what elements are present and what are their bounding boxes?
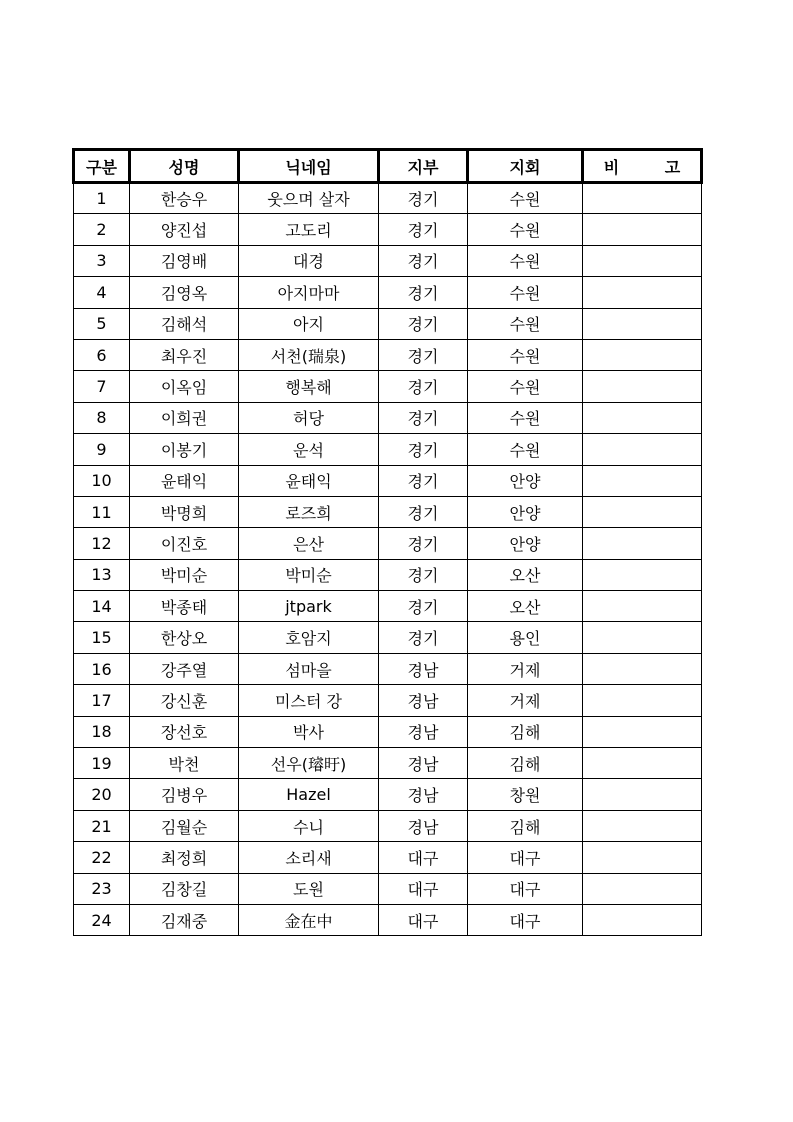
cell-no: 22 [74, 842, 130, 873]
cell-name: 한승우 [130, 183, 239, 214]
cell-note [583, 748, 702, 779]
cell-nickname: 윤태익 [239, 465, 379, 496]
cell-chapter: 김해 [468, 716, 583, 747]
cell-no: 12 [74, 528, 130, 559]
cell-note [583, 528, 702, 559]
cell-no: 20 [74, 779, 130, 810]
cell-name: 김창길 [130, 873, 239, 904]
table-row [74, 371, 702, 402]
cell-nickname: 아지마마 [239, 277, 379, 308]
cell-note [583, 245, 702, 276]
cell-nickname: 도원 [239, 873, 379, 904]
cell-chapter: 수원 [468, 183, 583, 214]
cell-name: 이진호 [130, 528, 239, 559]
cell-note [583, 653, 702, 684]
cell-nickname: jtpark [239, 591, 379, 622]
cell-nickname: 허당 [239, 402, 379, 433]
cell-nickname: 섬마을 [239, 653, 379, 684]
cell-name: 장선호 [130, 716, 239, 747]
cell-chapter: 수원 [468, 434, 583, 465]
table-row [74, 308, 702, 339]
table-header [74, 150, 702, 183]
header-no: 구분 [74, 150, 130, 183]
cell-branch: 경기 [379, 245, 468, 276]
cell-no: 5 [74, 308, 130, 339]
cell-chapter: 김해 [468, 748, 583, 779]
cell-name: 김해석 [130, 308, 239, 339]
table-row [74, 685, 702, 716]
cell-branch: 경기 [379, 402, 468, 433]
table-row [74, 496, 702, 527]
header-name: 성명 [130, 150, 239, 183]
cell-name: 김월순 [130, 810, 239, 841]
cell-branch: 경기 [379, 559, 468, 590]
cell-branch: 경기 [379, 308, 468, 339]
table-row [74, 559, 702, 590]
cell-note [583, 559, 702, 590]
cell-no: 21 [74, 810, 130, 841]
cell-nickname: 은산 [239, 528, 379, 559]
cell-chapter: 거제 [468, 653, 583, 684]
cell-branch: 경남 [379, 779, 468, 810]
cell-note [583, 339, 702, 370]
cell-chapter: 수원 [468, 277, 583, 308]
cell-note [583, 183, 702, 214]
table-row [74, 779, 702, 810]
cell-branch: 대구 [379, 904, 468, 935]
cell-name: 최정희 [130, 842, 239, 873]
cell-chapter: 창원 [468, 779, 583, 810]
cell-branch: 대구 [379, 842, 468, 873]
cell-no: 13 [74, 559, 130, 590]
cell-no: 17 [74, 685, 130, 716]
table-row [74, 465, 702, 496]
cell-note [583, 434, 702, 465]
cell-note [583, 591, 702, 622]
cell-branch: 경기 [379, 214, 468, 245]
cell-branch: 경기 [379, 277, 468, 308]
cell-chapter: 오산 [468, 559, 583, 590]
member-roster-table [72, 148, 703, 936]
cell-chapter: 수원 [468, 245, 583, 276]
cell-no: 4 [74, 277, 130, 308]
cell-name: 한상오 [130, 622, 239, 653]
table-row [74, 339, 702, 370]
cell-no: 3 [74, 245, 130, 276]
cell-name: 박천 [130, 748, 239, 779]
cell-no: 11 [74, 496, 130, 527]
cell-nickname: 미스터 강 [239, 685, 379, 716]
cell-chapter: 오산 [468, 591, 583, 622]
cell-chapter: 수원 [468, 402, 583, 433]
cell-nickname: 행복해 [239, 371, 379, 402]
table-body [74, 183, 702, 936]
cell-no: 16 [74, 653, 130, 684]
cell-branch: 대구 [379, 873, 468, 904]
cell-no: 2 [74, 214, 130, 245]
cell-branch: 경남 [379, 685, 468, 716]
table-row [74, 810, 702, 841]
cell-nickname: 박사 [239, 716, 379, 747]
cell-nickname: 호암지 [239, 622, 379, 653]
cell-name: 이옥임 [130, 371, 239, 402]
cell-branch: 경기 [379, 496, 468, 527]
cell-note [583, 465, 702, 496]
cell-note [583, 716, 702, 747]
cell-note [583, 810, 702, 841]
cell-branch: 경남 [379, 810, 468, 841]
cell-name: 윤태익 [130, 465, 239, 496]
cell-nickname: Hazel [239, 779, 379, 810]
cell-note [583, 402, 702, 433]
table-row [74, 245, 702, 276]
cell-name: 이희권 [130, 402, 239, 433]
table-row [74, 528, 702, 559]
cell-nickname: 웃으며 살자 [239, 183, 379, 214]
cell-branch: 경기 [379, 339, 468, 370]
table-row [74, 434, 702, 465]
table-row [74, 873, 702, 904]
cell-no: 9 [74, 434, 130, 465]
cell-no: 14 [74, 591, 130, 622]
cell-chapter: 안양 [468, 496, 583, 527]
cell-chapter: 안양 [468, 528, 583, 559]
cell-nickname: 선우(璿旴) [239, 748, 379, 779]
table-row [74, 622, 702, 653]
cell-no: 15 [74, 622, 130, 653]
cell-name: 양진섭 [130, 214, 239, 245]
cell-chapter: 수원 [468, 371, 583, 402]
cell-branch: 경기 [379, 528, 468, 559]
cell-chapter: 수원 [468, 339, 583, 370]
cell-chapter: 용인 [468, 622, 583, 653]
cell-nickname: 소리새 [239, 842, 379, 873]
table-row [74, 214, 702, 245]
cell-chapter: 수원 [468, 214, 583, 245]
cell-chapter: 김해 [468, 810, 583, 841]
cell-chapter: 대구 [468, 904, 583, 935]
table-row [74, 183, 702, 214]
cell-branch: 경남 [379, 748, 468, 779]
cell-note [583, 873, 702, 904]
cell-name: 김영옥 [130, 277, 239, 308]
cell-no: 19 [74, 748, 130, 779]
cell-name: 박명희 [130, 496, 239, 527]
cell-nickname: 대경 [239, 245, 379, 276]
table-row [74, 748, 702, 779]
cell-note [583, 622, 702, 653]
cell-nickname: 아지 [239, 308, 379, 339]
cell-no: 18 [74, 716, 130, 747]
cell-branch: 경기 [379, 622, 468, 653]
cell-no: 1 [74, 183, 130, 214]
header-branch: 지부 [379, 150, 468, 183]
cell-note [583, 842, 702, 873]
cell-chapter: 수원 [468, 308, 583, 339]
cell-chapter: 대구 [468, 873, 583, 904]
cell-note [583, 214, 702, 245]
cell-nickname: 박미순 [239, 559, 379, 590]
header-note-label: 비 고 [603, 157, 701, 177]
cell-branch: 경기 [379, 371, 468, 402]
table-row [74, 653, 702, 684]
cell-note [583, 277, 702, 308]
header-row [74, 150, 702, 183]
header-note [583, 150, 702, 183]
cell-note [583, 496, 702, 527]
cell-name: 김재중 [130, 904, 239, 935]
cell-no: 10 [74, 465, 130, 496]
cell-nickname: 金在中 [239, 904, 379, 935]
header-nickname: 닉네임 [239, 150, 379, 183]
cell-nickname: 로즈희 [239, 496, 379, 527]
cell-no: 8 [74, 402, 130, 433]
cell-chapter: 거제 [468, 685, 583, 716]
cell-note [583, 308, 702, 339]
cell-branch: 경기 [379, 591, 468, 622]
table-row [74, 842, 702, 873]
cell-name: 강주열 [130, 653, 239, 684]
cell-no: 6 [74, 339, 130, 370]
table-row [74, 277, 702, 308]
cell-name: 강신훈 [130, 685, 239, 716]
cell-nickname: 서천(瑞泉) [239, 339, 379, 370]
table-row [74, 904, 702, 935]
cell-nickname: 운석 [239, 434, 379, 465]
cell-branch: 경기 [379, 183, 468, 214]
cell-no: 7 [74, 371, 130, 402]
cell-chapter: 안양 [468, 465, 583, 496]
cell-note [583, 685, 702, 716]
table-row [74, 591, 702, 622]
cell-nickname: 수니 [239, 810, 379, 841]
cell-note [583, 904, 702, 935]
cell-branch: 경남 [379, 716, 468, 747]
cell-name: 최우진 [130, 339, 239, 370]
cell-name: 김병우 [130, 779, 239, 810]
cell-no: 24 [74, 904, 130, 935]
cell-chapter: 대구 [468, 842, 583, 873]
table-row [74, 716, 702, 747]
cell-name: 김영배 [130, 245, 239, 276]
cell-name: 이봉기 [130, 434, 239, 465]
cell-no: 23 [74, 873, 130, 904]
header-chapter: 지회 [468, 150, 583, 183]
cell-note [583, 371, 702, 402]
cell-nickname: 고도리 [239, 214, 379, 245]
table-row [74, 402, 702, 433]
cell-name: 박미순 [130, 559, 239, 590]
cell-note [583, 779, 702, 810]
cell-branch: 경남 [379, 653, 468, 684]
cell-name: 박종태 [130, 591, 239, 622]
cell-branch: 경기 [379, 434, 468, 465]
cell-branch: 경기 [379, 465, 468, 496]
